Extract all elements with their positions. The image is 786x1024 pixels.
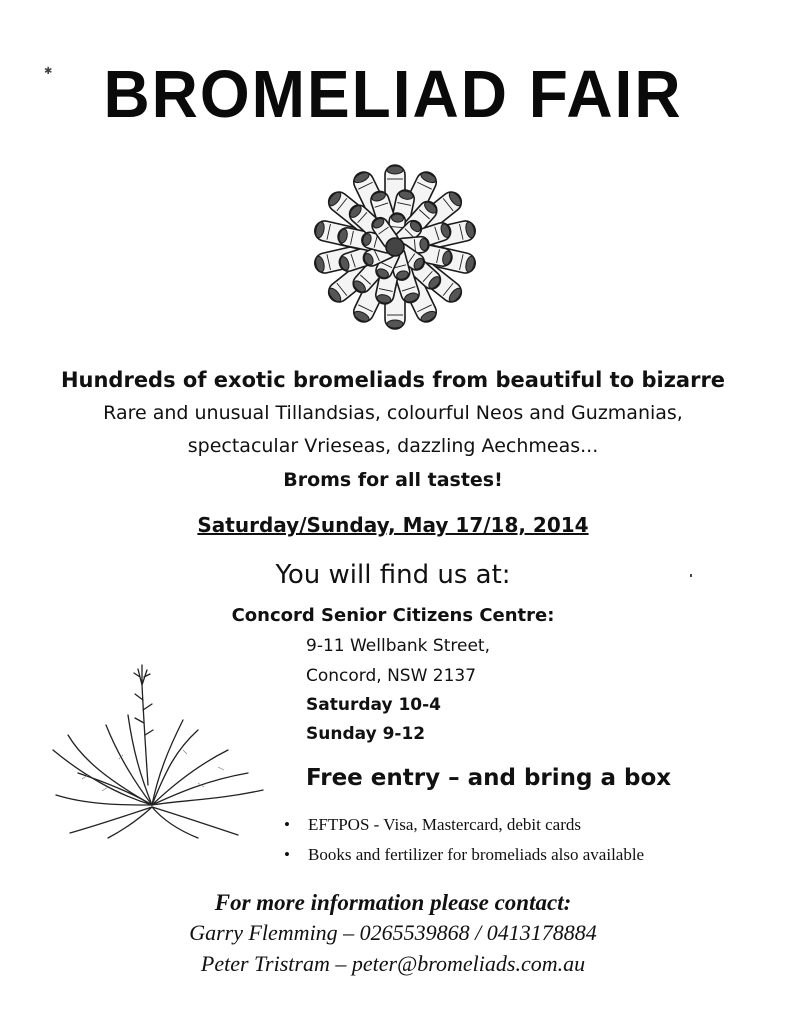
list-item — [284, 815, 644, 845]
list-item — [284, 845, 644, 875]
tillandsia-illustration — [48, 655, 270, 840]
bromeliad-rosette-illustration — [270, 135, 520, 355]
free-entry-note: Free entry – and bring a box — [306, 765, 672, 791]
subline-1: Rare and unusual Tillandsias, colourful Neos and Guzmanias, — [103, 402, 683, 424]
bullet-text: Books and fertilizer for bromeliads also available — [308, 845, 645, 864]
headline: Hundreds of exotic bromeliads from beautiful to bizarre — [60, 368, 726, 392]
subline-3: Broms for all tastes! — [283, 469, 503, 491]
subline-2: spectacular Vrieseas, dazzling Aechmeas... — [187, 435, 599, 457]
venue-name: Concord Senior Citizens Centre: — [231, 605, 555, 626]
bullet-text: EFTPOS - Visa, Mastercard, debit cards — [308, 815, 581, 834]
bullet-icon: • — [284, 815, 290, 834]
address-line-1: 9-11 Wellbank Street, — [306, 636, 490, 656]
find-us-heading: You will find us at: — [275, 560, 511, 590]
contact-peter: Peter Tristram – peter@bromeliads.com.au — [200, 951, 586, 976]
contact-garry: Garry Flemming – 0265539868 / 0413178884 — [189, 920, 597, 945]
hours-saturday: Saturday 10-4 — [306, 695, 441, 715]
info-bullet-list — [284, 815, 644, 875]
page-title: BROMELIAD FAIR — [103, 56, 683, 132]
scan-speck: ✱ — [44, 66, 53, 77]
event-dates: Saturday/Sunday, May 17/18, 2014 — [197, 513, 589, 537]
address-line-2: Concord, NSW 2137 — [306, 666, 477, 686]
hours-sunday: Sunday 9-12 — [306, 724, 426, 744]
contact-heading: For more information please contact: — [214, 890, 572, 915]
bullet-icon: • — [284, 845, 290, 864]
